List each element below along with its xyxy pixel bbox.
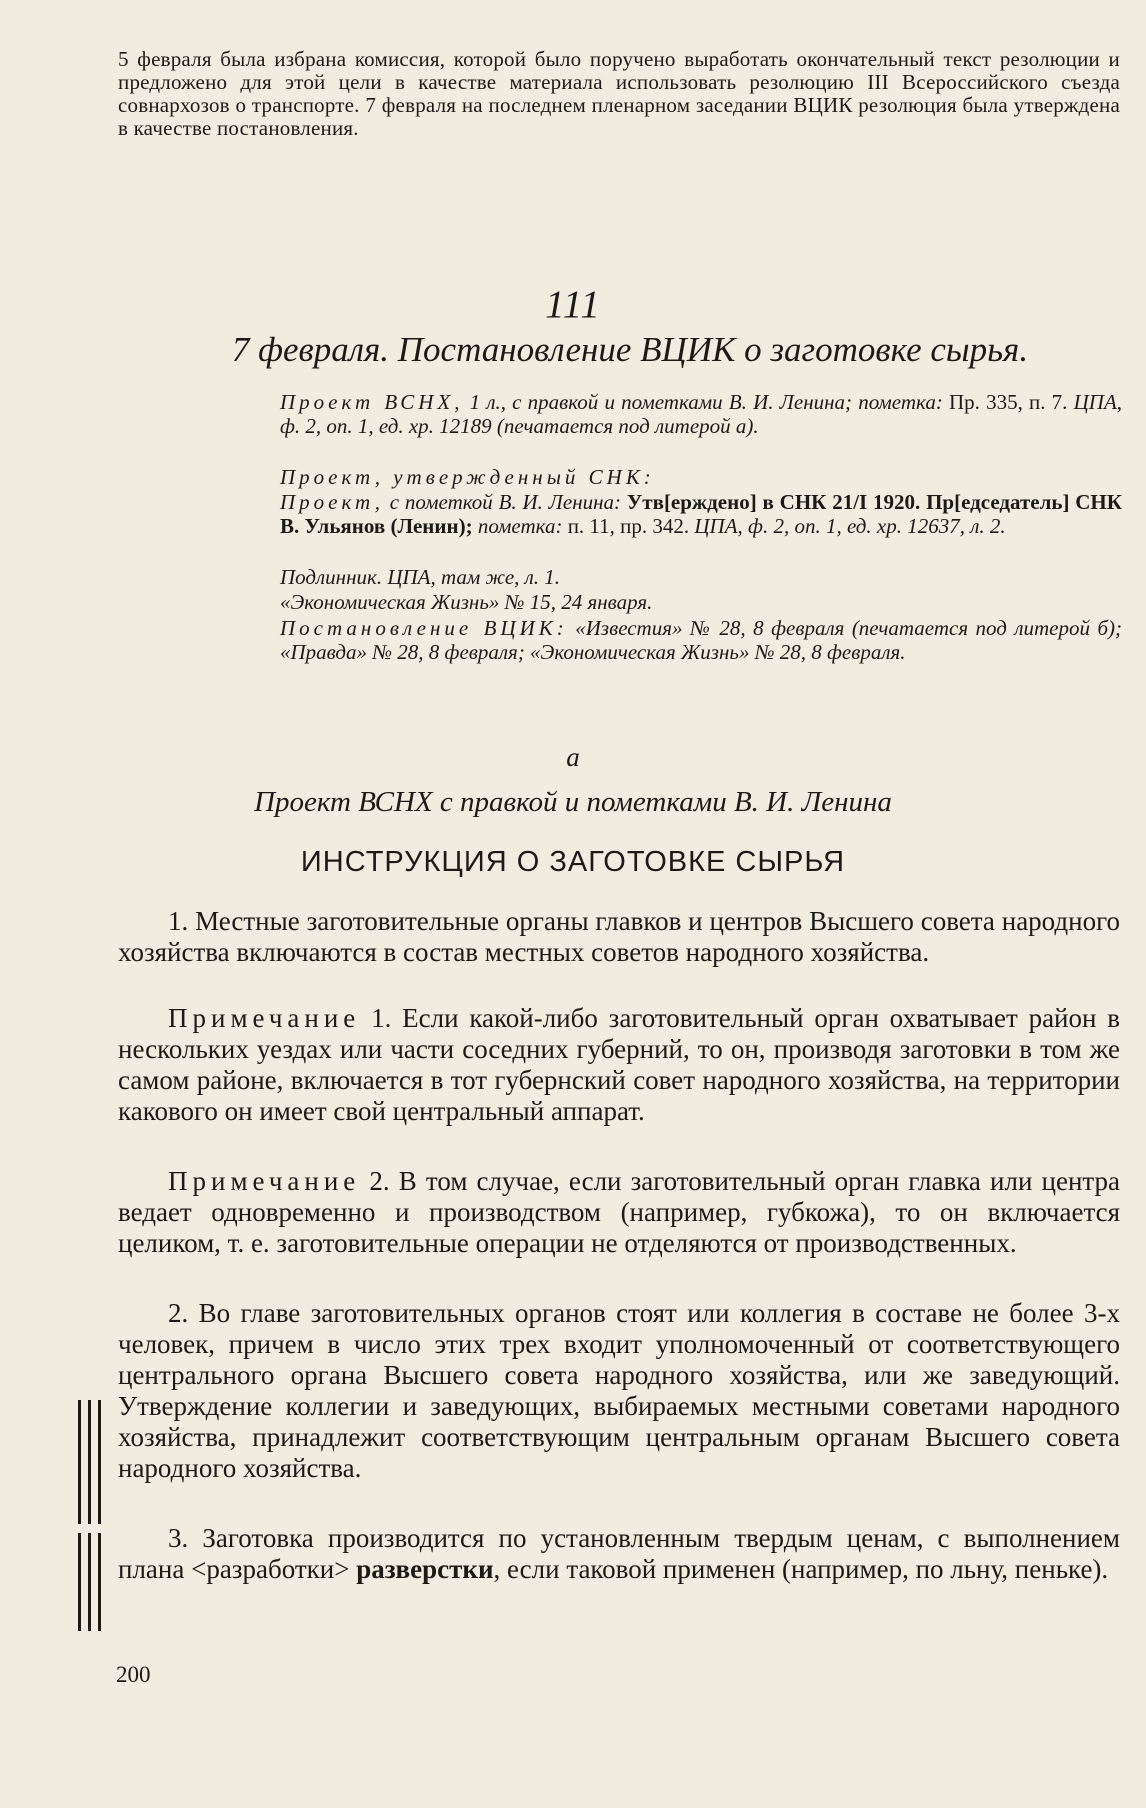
source-1-text: 1 л., с правкой и пометками В. И. Ленина; пометка: [469,390,943,414]
source-1-label: Проект ВСНХ, [280,390,464,414]
top-note: 5 февраля была избрана комиссия, которой было поручено выработать окончательный текст резолюции и предложено для этой цели в качестве материала использовать резолюцию III Всероссийского съезда совнархозов о транспорте. 7 февраля на последнем пленарном заседании ВЦИК резолюция была утверждена в качестве постановления. [118,47,1120,140]
paragraph-3-text: 3. Заготовка производится по установленным твердым ценам, с выполнением плана [118,1523,1120,1584]
note-2-label: Примечание [168,1166,361,1196]
source-6-label: Постановление ВЦИК: [280,616,568,640]
note-1-label: Примечание [168,1003,361,1033]
source-3-ref: п. 11, пр. 342. [567,514,690,538]
note-2-text: 2. В том случае, если заготовительный орган главка или центра ведает одновременно и производством (например, губкожа), то он включается целиком, т. е. заготовительные операции не отделяются от производственных. [118,1166,1121,1258]
paragraph-3-inserted-word: разверстки [356,1554,494,1584]
source-3-text: с пометкой В. И. Ленина: [389,490,622,514]
paragraph-2 [118,1298,1120,1484]
source-1-ref: Пр. 335, п. 7. [949,390,1068,414]
source-3-archive: ЦПА, ф. 2, оп. 1, ед. хр. 12637, л. 2. [694,514,1006,538]
source-note-3 [280,490,1122,538]
source-6-text: «Известия» № 28, 8 февраля (печатается под литерой б); «Правда» № 28, 8 февраля; «Экономическая Жизнь» № 28, 8 февраля. [280,616,1123,664]
source-3-note: пометка: [477,514,563,538]
margin-mark-line [78,1400,81,1524]
source-1-archive: ЦПА, ф. 2, оп. 1, ед. хр. 12189 (печатается под литерой а). [280,390,1123,438]
source-note-4: Подлинник. ЦПА, там же, л. 1. [280,565,561,589]
paragraph-1 [118,906,1120,968]
margin-mark-line [98,1400,101,1524]
section-letter: а [566,742,580,772]
note-2 [118,1166,1120,1259]
margin-mark-line [98,1533,101,1631]
source-note-1 [280,390,1122,438]
paragraph-2-text: 2. Во главе заготовительных органов стоят или коллегия в составе не более 3-х человек, причем в число этих трех входит уполномоченный от соответствующего центрального органа Высшего совета народного хозяйства, или же заведующий. Утверждение коллегии и заведующих, выбираемых местными советами народного хозяйства, принадлежит соответствующим центральным органам Высшего совета народного хозяйства. [118,1298,1120,1483]
margin-mark-line [78,1533,81,1631]
margin-mark-line [88,1533,91,1631]
source-2-label: Проект, утвержденный СНК: [280,465,655,489]
paragraph-3-tail: , если таковой применен (например, по льну, пеньке). [493,1554,1109,1584]
source-note-2 [280,465,1122,489]
document-title: 7 февраля. Постановление ВЦИК о заготовке сырья. [231,330,1029,369]
note-1 [118,1003,1120,1127]
source-3-label: Проект, [280,490,384,514]
section-subtitle: Проект ВСНХ с правкой и пометками В. И. Ленина [254,786,892,818]
page-number: 200 [116,1662,151,1687]
margin-mark-line [88,1400,91,1524]
paragraph-3-struck-word: <разработки> [191,1554,350,1584]
paragraph-3 [118,1523,1120,1585]
source-note-6 [280,616,1122,664]
instruction-heading: ИНСТРУКЦИЯ О ЗАГОТОВКЕ СЫРЬЯ [300,846,846,878]
source-3-approval: Утв[ерждено] в СНК 21/I 1920. Пр[едседатель] СНК В. Ульянов (Ленин); [280,490,1122,538]
document-number: 111 [545,283,601,326]
source-note-5: «Экономическая Жизнь» № 15, 24 января. [280,590,653,614]
note-1-text: 1. Если какой-либо заготовительный орган охватывает район в нескольких уездах или части соседних губерний, то он, производя заготовки в том же самом районе, включается в тот губернский совет народного хозяйства, на территории какового он имеет свой центральный аппарат. [118,1003,1120,1126]
paragraph-1-text: 1. Местные заготовительные органы главков и центров Высшего совета народного хозяйства включаются в состав местных советов народного хозяйства. [118,906,1120,967]
